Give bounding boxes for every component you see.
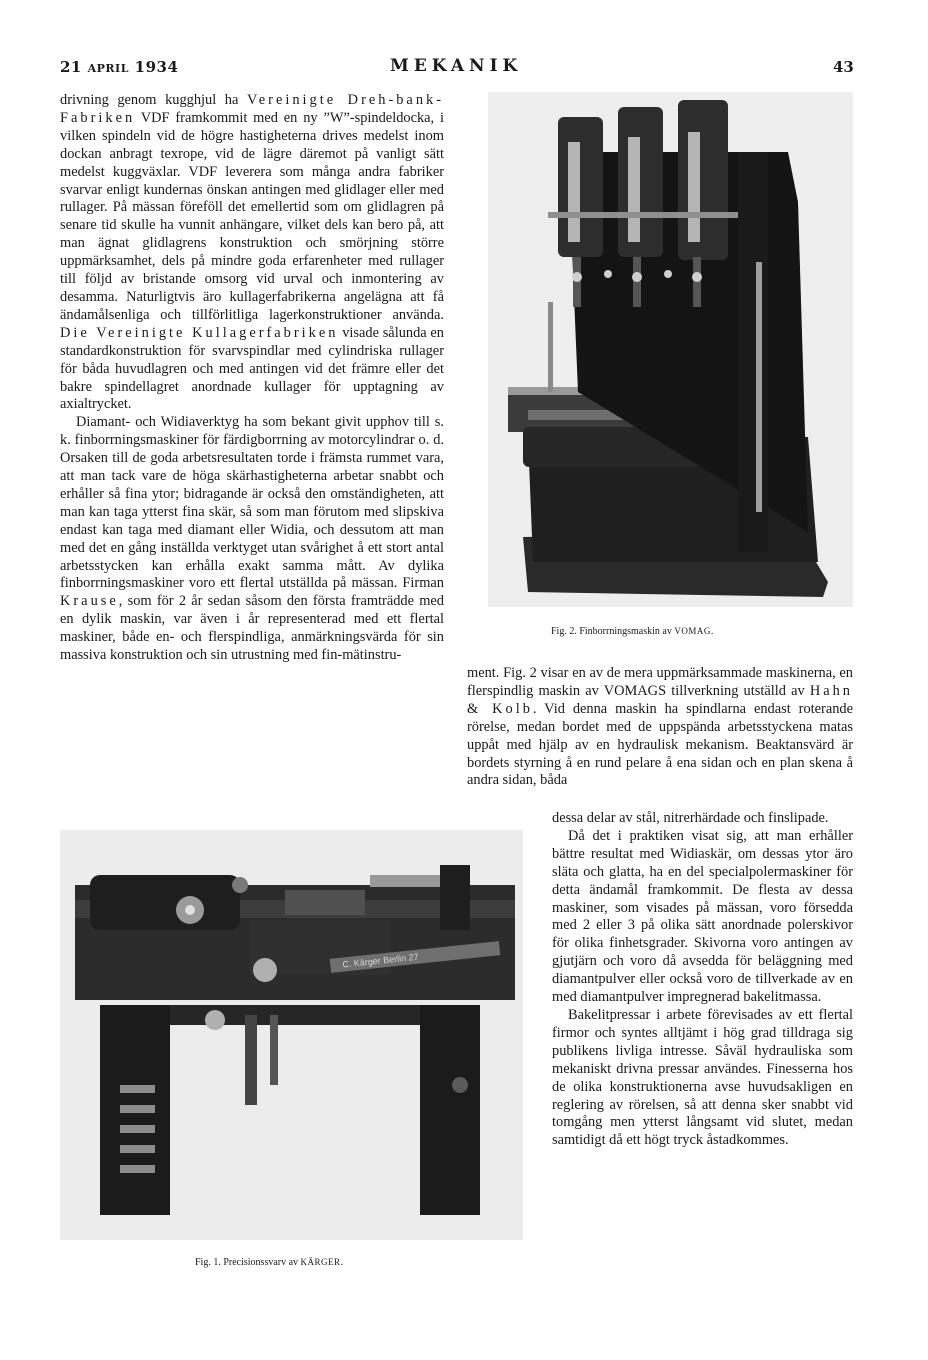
figure-2-caption: Fig. 2. Finborrningsmaskin av VOMAG.: [551, 626, 714, 637]
left-column: [60, 92, 444, 665]
date-month: APRIL: [87, 62, 129, 75]
company-name: Hahn & Kolb: [467, 682, 853, 717]
company-name: Die Vereinigte Kullagerfabriken: [60, 324, 339, 341]
company-name: Krause: [60, 593, 119, 610]
date-year: 1934: [134, 58, 179, 76]
figure-1-caption: Fig. 1. Precisionssvarv av KÄRGER.: [195, 1257, 344, 1268]
lathe-maker-plate: C. Kärger Berlin 27: [341, 951, 420, 970]
left-paragraph-2: Diamant- och Widiaverktyg ha som bekant givit upphov till s. k. finborrningsmaskiner för färdigborrning av motorcylindrar o. d. Orsaken till de goda arbetsresultaten torde i främsta rummet vara, att man tack vare de höga skärhastigheterna arbetar snabbt och erhåller så fina ytor; bidragande är också den omständigheten, att man kan taga ytterst fina skär, så som man förutom med slipskiva endast kan taga med diamant eller Widia, och dessutom att man med det en gång inställda verktyget utan svårighet å ett stort antal arbetsstycken kan erhålla exakt samma mått. Av dylika finborrningsmaskiner voro ett flertal utställda på mässan. Firman Krause, som för 2 år sedan såsom den första framträdde med en dylik maskin, var även i år representerad med ett flertal maskiner, både en- och flerspindliga, anmärkningsvärda för sin massiva konstruktion och sin utrustning med fin-mätinstru-: [60, 414, 444, 664]
figure-2-boring-machine: [488, 92, 853, 607]
right-paragraph-1: ment. Fig. 2 visar en av de mera uppmärksammade maskinerna, en flerspindlig maskin av VOMAGS tillverkning utställd av Hahn & Kolb. Vid denna maskin ha spindlarna endast roterande rörelse, medan bordet med de uppspända arbetsstyckena matas uppåt med hjälp av en hydraulisk mekanism. Beaktansvärd är bordets styrning å en rund pelare å ena sidan och en plan skena å andra sidan, båda: [467, 665, 853, 789]
right-paragraph-2: Då det i praktiken visat sig, att man erhåller bättre resultat med Widiaskär, om dessas ytor äro släta och glatta, ha en del specialpolermaskiner för detta ändamål framkommit. De flesta av dessa maskiner, som visades på mässan, voro försedda med 2 eller 3 på olika sätt anordnade polerskivor för olika finhetsgrader. Skivorna voro antingen av gjutjärn och voro då avsedda för beläggning med diamantpulver eller också voro de tillverkade av en med diamantpulver impregnerad bakelitmassa.: [552, 827, 853, 1006]
figure-1-precision-lathe: [60, 830, 523, 1240]
left-paragraph-1: drivning genom kugghjul ha Vereinigte Dreh-bank-Fabriken VDF framkommit med en ny ”W”-spindeldocka, i vilken spindeln vid de högre hastigheterna drives medelst inom dockan anbragt texrope, vid de lägre däremot på vanligt sätt medelst kuggväxlar. VDF leverera som många andra fabriker svarvar enligt kundernas önskan antingen med glidlager eller med rullager. På mässan föreföll det emellertid som om glidlagren på senare tid skulle ha vunnit anhängare, vilket dels kan bero på, att man ägnat glidlagrens konstruktion och smörjning större uppmärksamhet, dels på mindre goda erfarenheter med rullager till följd av bristande omsorg vid urval och inmontering av desamma. Naturligtvis äro kullagerfabrikerna angelägna att få ändamålsenliga och tillförlitliga lagerkonstruktioner använda. Die Vereinigte Kullagerfabriken visade sålunda en standardkonstruktion för svarvspindlar med cylindriska rullager för båda huvudlagren och med antingen vid det främre eller det bakre spindellagret anordnade kullager för upptagning av axialtrycket.: [60, 92, 445, 413]
right-paragraph-1-end: dessa delar av stål, nitrerhärdade och finslipade.: [552, 810, 829, 826]
company-name: Vereinigte Dreh-bank-Fabriken: [60, 92, 444, 126]
right-column-lower: [552, 810, 853, 1150]
date-day: 21: [60, 58, 82, 76]
issue-date: [60, 58, 178, 76]
journal-title: MEKANIK: [390, 56, 523, 76]
page-number: 43: [833, 58, 854, 76]
right-paragraph-3: Bakelitpressar i arbete förevisades av ett flertal firmor och syntes alltjämt i hög grad tilldraga sig publikens livliga intresse. Såväl hydrauliska som mekaniskt drivna pressar användes. Finesserna hos de olika konstruktionerna avse huvudsakligen en reglering av rörelsen, så att denna sker snabbt vid tomgång men ytterst långsamt vid slutet, medan samtidigt då ett högt tryck åstadkommes.: [552, 1006, 853, 1149]
right-column-upper: [467, 665, 853, 790]
